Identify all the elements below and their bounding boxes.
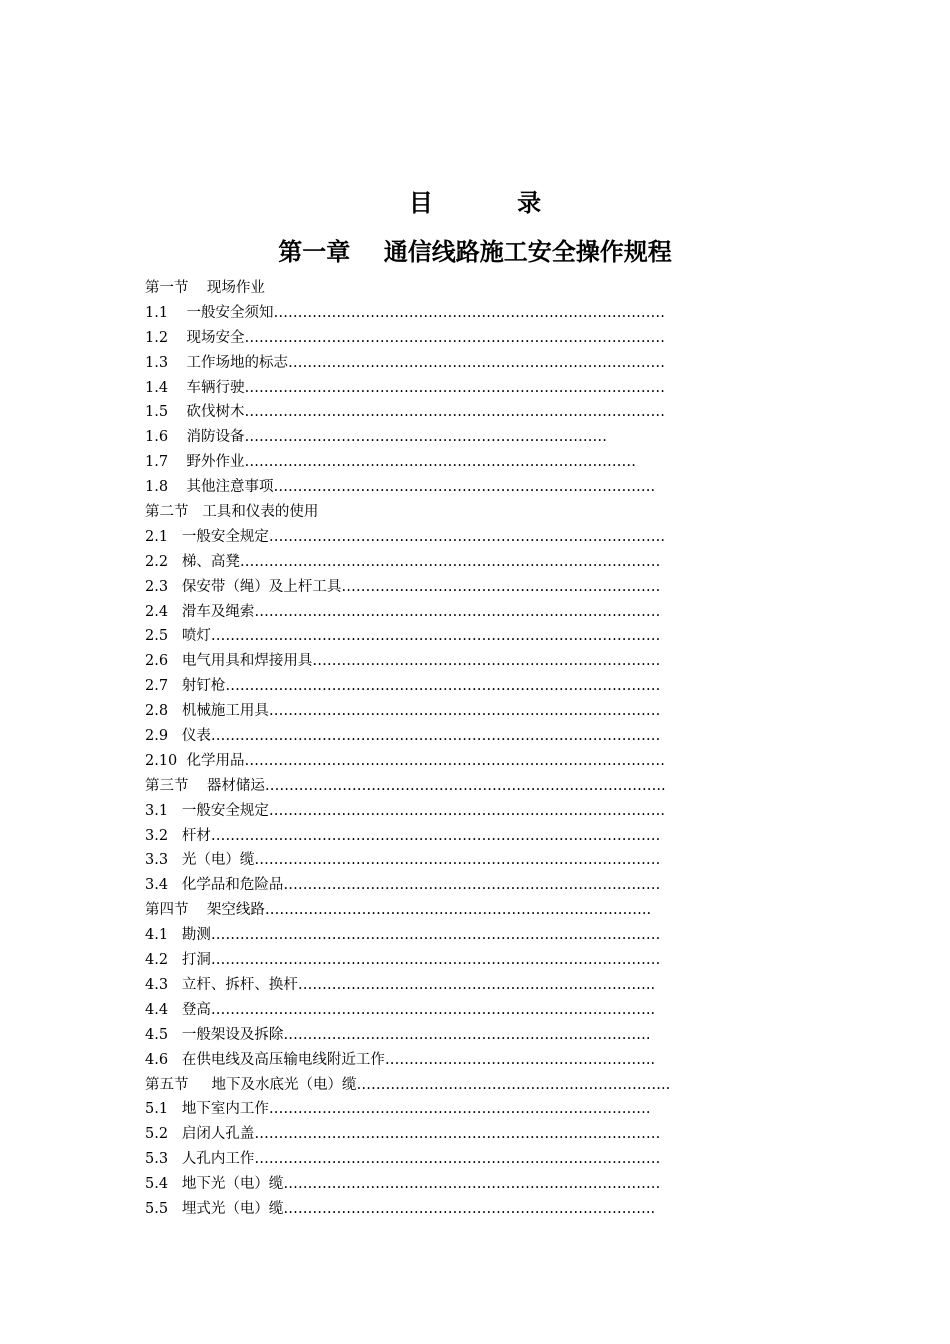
toc-entry[interactable] bbox=[145, 774, 725, 799]
toc-entry[interactable] bbox=[145, 674, 725, 699]
toc-entry-text: 2.5 喷灯………………………………………………………………………………… bbox=[145, 628, 661, 645]
toc-entry[interactable] bbox=[145, 301, 725, 326]
toc-entry-text: 5.4 地下光（电）缆…………………………………………………………………… bbox=[145, 1176, 661, 1193]
toc-entry-text: 2.2 梯、高凳…………………………………………………………………………… bbox=[145, 553, 661, 570]
toc-entry[interactable] bbox=[145, 898, 725, 923]
toc-entry-text: 4.2 打洞………………………………………………………………………………… bbox=[145, 952, 661, 969]
toc-entry-text: 3.4 化学品和危险品…………………………………………………………………… bbox=[145, 877, 661, 894]
toc-entry-text: 3.2 杆材………………………………………………………………………………… bbox=[145, 827, 661, 844]
toc-entry-text: 2.9 仪表………………………………………………………………………………… bbox=[145, 728, 661, 745]
toc-entry[interactable] bbox=[145, 799, 725, 824]
toc-entry-text: 2.8 机械施工用具……………………………………………………………………… bbox=[145, 703, 661, 720]
toc-entry-text: 2.3 保安带（绳）及上杆工具………………………………………………………… bbox=[145, 578, 661, 595]
toc-entry[interactable] bbox=[145, 1097, 725, 1122]
toc-entry-text: 1.2 现场安全…………………………………………………………………………… bbox=[145, 329, 665, 346]
toc-entry[interactable] bbox=[145, 1023, 725, 1048]
toc-entry-text: 2.7 射钉枪……………………………………………………………………………… bbox=[145, 678, 661, 695]
toc-entry[interactable] bbox=[145, 1122, 725, 1147]
toc-entry-text: 5.1 地下室内工作……………………………………………………………………. bbox=[145, 1101, 651, 1118]
toc-entry-text: 1.6 消防设备………………………………………………………………… bbox=[145, 429, 607, 446]
toc-entry[interactable] bbox=[145, 425, 725, 450]
table-of-contents bbox=[145, 276, 725, 1222]
toc-entry-text: 3.3 光（电）缆………………………………………………………………………… bbox=[145, 852, 661, 869]
toc-entry[interactable] bbox=[145, 824, 725, 849]
toc-entry-text: 1.1 一般安全须知……………………………………………………………………… bbox=[145, 304, 665, 321]
toc-entry[interactable] bbox=[145, 450, 725, 475]
toc-entry[interactable] bbox=[145, 326, 725, 351]
toc-entry[interactable] bbox=[145, 624, 725, 649]
toc-entry-text: 1.5 砍伐树木…………………………………………………………………………… bbox=[145, 404, 665, 421]
toc-entry-text: 第五节 地下及水底光（电）缆……………………………………………………….. bbox=[145, 1076, 671, 1093]
toc-entry[interactable] bbox=[145, 276, 725, 301]
page-title: 目 录 bbox=[408, 189, 580, 217]
toc-entry[interactable] bbox=[145, 948, 725, 973]
toc-entry[interactable] bbox=[145, 550, 725, 575]
toc-entry[interactable] bbox=[145, 1048, 725, 1073]
toc-entry-text: 2.4 滑车及绳索………………………………………………………………………… bbox=[145, 603, 661, 620]
toc-entry-text: 第一节 现场作业 bbox=[145, 280, 265, 296]
toc-entry-text: 2.10 化学用品…………………………………………………………………………… bbox=[145, 752, 666, 769]
toc-entry-text: 第二节 工具和仪表的使用 bbox=[145, 504, 319, 521]
toc-entry-text: 5.3 人孔内工作………………………………………………………………………… bbox=[145, 1151, 661, 1168]
toc-entry[interactable] bbox=[145, 1172, 725, 1197]
toc-entry[interactable] bbox=[145, 699, 725, 724]
toc-entry[interactable] bbox=[145, 1147, 725, 1172]
toc-entry[interactable] bbox=[145, 923, 725, 948]
toc-entry[interactable] bbox=[145, 475, 725, 500]
toc-entry-text: 1.4 车辆行驶…………………………………………………………………………… bbox=[145, 379, 665, 396]
toc-entry[interactable] bbox=[145, 998, 725, 1023]
toc-entry[interactable] bbox=[145, 600, 725, 625]
toc-entry[interactable] bbox=[145, 973, 725, 998]
toc-entry[interactable] bbox=[145, 351, 725, 376]
toc-entry[interactable] bbox=[145, 873, 725, 898]
toc-entry-text: 4.4 登高……………………………………………………………………………….. bbox=[145, 1001, 656, 1018]
toc-entry-text: 5.2 启闭人孔盖………………………………………………………………………… bbox=[145, 1126, 661, 1143]
toc-entry-text: 4.5 一般架设及拆除…………………………………………………………………. bbox=[145, 1026, 651, 1043]
toc-entry-text: 第三节 器材储运……………………………………………………………………….. bbox=[145, 777, 666, 794]
toc-entry-text: 4.1 勘测………………………………………………………………………………… bbox=[145, 927, 661, 944]
toc-entry[interactable] bbox=[145, 848, 725, 873]
toc-entry[interactable] bbox=[145, 500, 725, 525]
toc-entry-text: 第四节 架空线路…………………………………………………………………….. bbox=[145, 902, 652, 919]
toc-entry-text: 2.6 电气用具和焊接用具……………………………………………………………… bbox=[145, 653, 661, 670]
toc-entry-text: 3.1 一般安全规定………………………………………………………………………. bbox=[145, 802, 665, 819]
toc-entry[interactable] bbox=[145, 525, 725, 550]
toc-entry[interactable] bbox=[145, 400, 725, 425]
toc-entry-text: 1.8 其他注意事项……………………………………………………………………. bbox=[145, 479, 656, 496]
toc-entry[interactable] bbox=[145, 749, 725, 774]
toc-entry-text: 4.6 在供电线及高压输电线附近工作……………………………………………….. bbox=[145, 1051, 656, 1068]
toc-entry[interactable] bbox=[145, 575, 725, 600]
toc-entry-text: 2.1 一般安全规定………………………………………………………………………. bbox=[145, 528, 665, 545]
toc-entry[interactable] bbox=[145, 1197, 725, 1222]
toc-entry-text: 1.3 工作场地的标志…………………………………………………………………… bbox=[145, 354, 665, 371]
toc-entry-text: 5.5 埋式光（电）缆………………………………………………………………….. bbox=[145, 1200, 656, 1217]
toc-entry[interactable] bbox=[145, 376, 725, 401]
toc-entry-text: 1.7 野外作业……………………………………………………………………… bbox=[145, 454, 636, 471]
toc-entry[interactable] bbox=[145, 724, 725, 749]
toc-entry-text: 4.3 立杆、拆杆、换杆……………………………………………………………….. bbox=[145, 976, 656, 993]
toc-entry[interactable] bbox=[145, 649, 725, 674]
toc-entry[interactable] bbox=[145, 1073, 725, 1098]
chapter-title: 第一章 通信线路施工安全操作规程 bbox=[278, 238, 672, 266]
